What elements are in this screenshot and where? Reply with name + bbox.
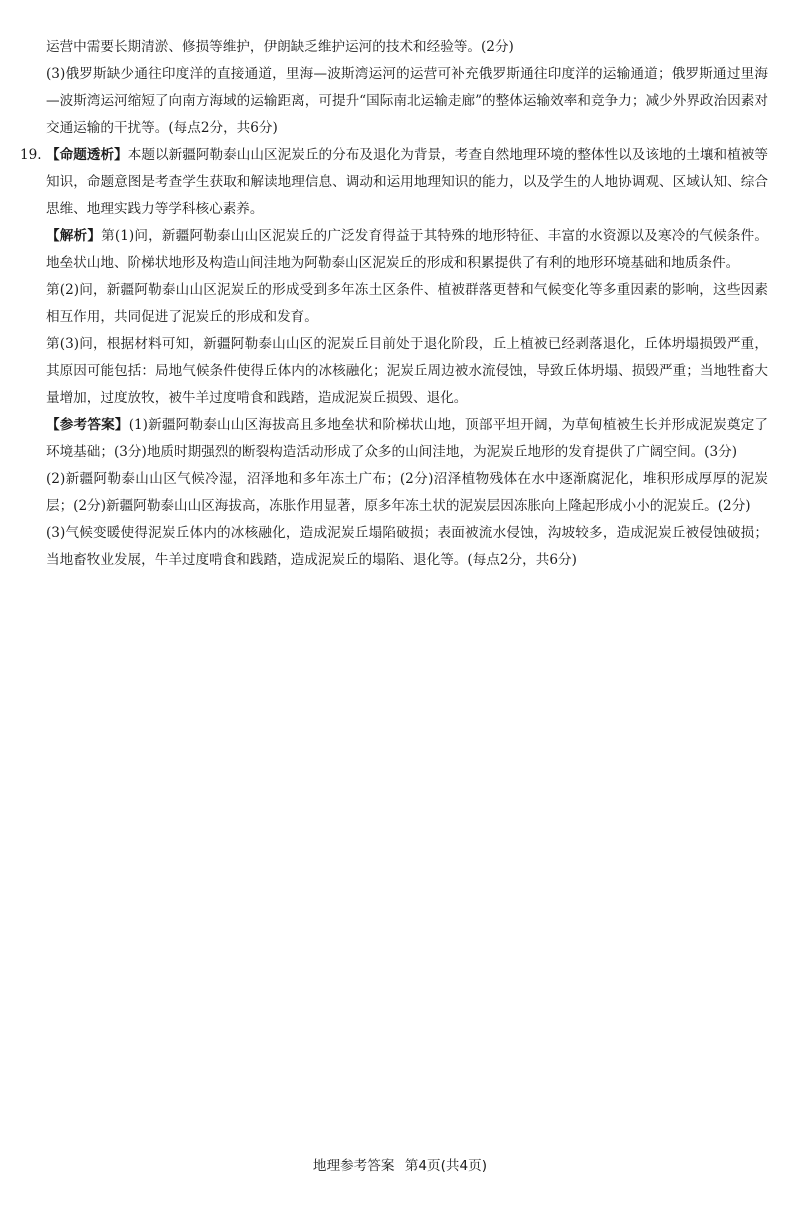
answer-content bbox=[20, 34, 769, 574]
page-footer bbox=[0, 1154, 800, 1174]
paragraph-answer-2: (2)新疆阿勒泰山山区气候冷湿，沼泽地和多年冻土广布；(2分)沼泽植物残体在水中逐渐腐泥化，堆积形成厚厚的泥炭层；(2分)新疆阿勒泰山山区海拔高，冻胀作用显著，原多年冻土状的泥炭层因冻胀向上隆起形成小小的泥炭丘。(2分) bbox=[46, 471, 768, 514]
mingti-tag: 【命题透析】 bbox=[46, 147, 128, 163]
paragraph-answer-3: (3)气候变暖使得泥炭丘体内的冰核融化，造成泥炭丘塌陷破损；表面被流水侵蚀，沟坡较多，造成泥炭丘被侵蚀破损；当地畜牧业发展，牛羊过度啃食和践踏，造成泥炭丘的塌陷、退化等。(每点2分，共6分) bbox=[46, 525, 768, 568]
footer-title: 地理参考答案 bbox=[312, 1158, 395, 1174]
answer-text: (1)新疆阿勒泰山山区海拔高且多地垒状和阶梯状山地，顶部平坦开阔，为草甸植被生长并形成泥炭奠定了环境基础；(3分)地质时期强烈的断裂构造活动形成了众多的山间洼地，为泥炭丘地形的发育提供了广阔空间。(3分) bbox=[46, 417, 768, 460]
jiexi-text: 第(1)问，新疆阿勒泰山山区泥炭丘的广泛发育得益于其特殊的地形特征、丰富的水资源以及寒冷的气候条件。地垒状山地、阶梯状地形及构造山间洼地为阿勒泰山区泥炭丘的形成和积累提供了有利的地形环境基础和地质条件。 bbox=[46, 228, 768, 271]
paragraph-jiexi-1 bbox=[46, 223, 768, 277]
footer-page-number: 第4页(共4页) bbox=[404, 1158, 488, 1174]
paragraph-q18-3: (3)俄罗斯缺少通往印度洋的直接通道，里海—波斯湾运河的运营可补充俄罗斯通往印度洋的运输通道；俄罗斯通过里海—波斯湾运河缩短了向南方海域的运输距离，可提升“国际南北运输走廊”的整体运输效率和竞争力；减少外界政治因素对交通运输的干扰等。(每点2分，共6分) bbox=[46, 66, 768, 136]
jiexi-tag: 【解析】 bbox=[46, 228, 102, 244]
paragraph-mingti bbox=[46, 142, 768, 223]
paragraph-jiexi-2: 第(2)问，新疆阿勒泰山山区泥炭丘的形成受到多年冻土区条件、植被群落更替和气候变化等多重因素的影响，这些因素相互作用，共同促进了泥炭丘的形成和发育。 bbox=[46, 282, 768, 325]
paragraph-q18-2-tail: 运营中需要长期清淤、修损等维护，伊朗缺乏维护运河的技术和经验等。(2分) bbox=[46, 39, 514, 55]
mingti-text: 本题以新疆阿勒泰山山区泥炭丘的分布及退化为背景，考查自然地理环境的整体性以及该地的土壤和植被等知识，命题意图是考查学生获取和解读地理信息、调动和运用地理知识的能力，以及学生的人地协调观、区域认知、综合思维、地理实践力等学科核心素养。 bbox=[46, 147, 769, 217]
paragraph-jiexi-3: 第(3)问，根据材料可知，新疆阿勒泰山山区的泥炭丘目前处于退化阶段，丘上植被已经剥落退化，丘体坍塌损毁严重，其原因可能包括：局地气候条件使得丘体内的冰核融化；泥炭丘周边被水流侵蚀，导致丘体坍塌、损毁严重；当地牲畜大量增加，过度放牧，被牛羊过度啃食和践踏，造成泥炭丘损毁、退化。 bbox=[46, 336, 768, 406]
question-number: 19. bbox=[20, 147, 42, 163]
answer-tag: 【参考答案】 bbox=[46, 417, 129, 433]
paragraph-answer-1 bbox=[46, 412, 768, 466]
question-19 bbox=[20, 142, 769, 223]
